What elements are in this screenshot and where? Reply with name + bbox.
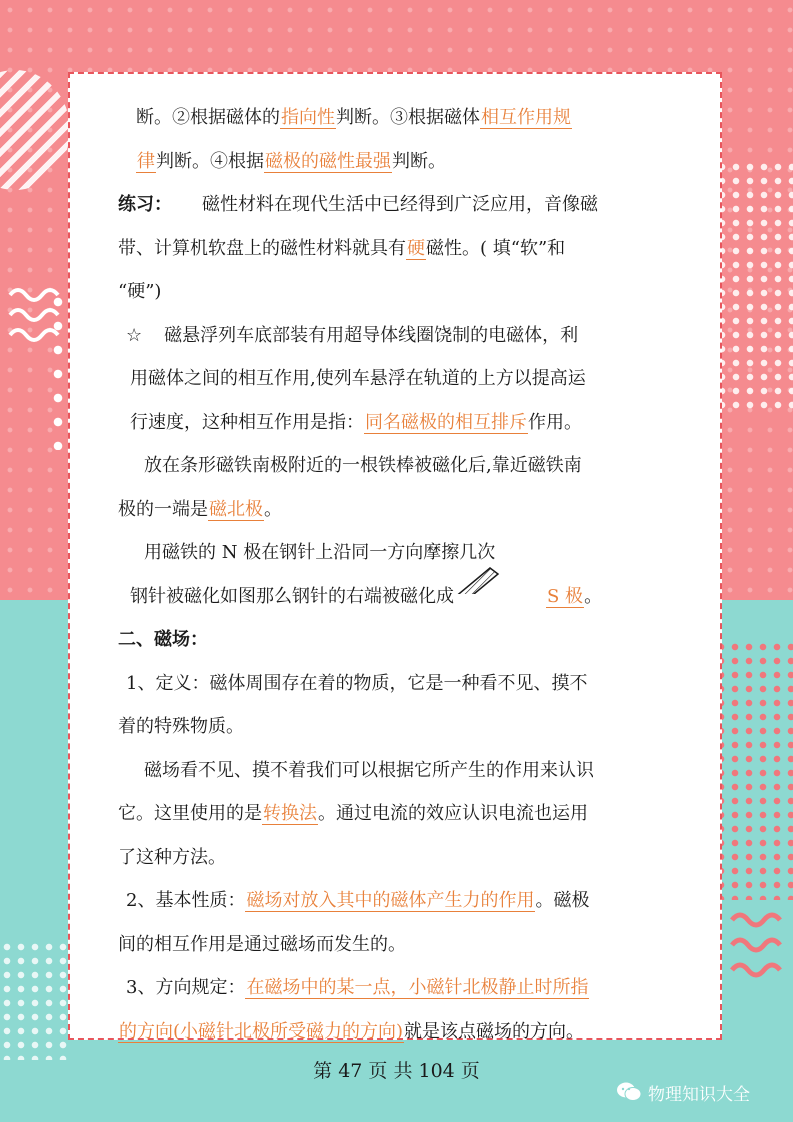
text-line: ☆ 磁悬浮列车底部装有用超导体线圈饶制的电磁体，利	[126, 324, 579, 346]
text-line: 练习： 磁性材料在现代生活中已经得到广泛应用，音像磁	[118, 194, 598, 215]
answer-blank: 转换法	[263, 803, 317, 824]
answer-blank: 硬	[407, 237, 425, 259]
text-line: 磁场看不见、摸不着我们可以根据它所产生的作用来认识	[144, 759, 594, 781]
answer-blank: 磁极的磁性最强	[265, 150, 391, 172]
text-line: 的方向(小磁针北极所受磁力的方向)就是该点磁场的方向。	[119, 1020, 585, 1042]
text-line: 了这种方法。	[118, 846, 226, 868]
answer-blank: 磁场对放入其中的磁体产生力的作用	[246, 890, 535, 911]
brand-name: 物理知识大全	[648, 1084, 750, 1105]
text-line: 用磁铁的 N 极在钢针上沿同一方向摩擦几次	[144, 542, 496, 563]
text-line: 律判断。④根据磁极的磁性最强判断。	[137, 150, 446, 172]
text-line: “硬”)	[118, 281, 162, 302]
answer-blank: 指向性	[281, 107, 335, 128]
star-icon: ☆	[126, 324, 143, 346]
text-line: 3、方向规定：在磁场中的某一点，小磁针北极静止时所指	[126, 977, 589, 998]
page-number: 第 47 页 共 104 页	[313, 1060, 480, 1082]
answer-blank: 的方向(小磁针北极所受磁力的方向)	[119, 1020, 404, 1042]
answer-blank: 律	[137, 150, 155, 172]
answer-blank: 同名磁极的相互排斥	[365, 411, 527, 433]
dots-decoration-bottom-left	[0, 940, 70, 1060]
text-line: 1、定义：磁体周围存在着的物质，它是一种看不见、摸不	[126, 672, 588, 694]
answer-blank: S 极	[547, 585, 584, 607]
text-line: 间的相互作用是通过磁场而发生的。	[118, 933, 406, 955]
wave-decoration-right	[728, 900, 788, 990]
wave-decoration-left	[8, 280, 68, 360]
dots-decoration-right	[715, 160, 793, 410]
document-body	[118, 96, 686, 1053]
text-line: 钢针被磁化如图那么钢针的右端被磁化成 S 极。	[118, 575, 686, 619]
text-line: 用磁体之间的相互作用,使列车悬浮在轨道的上方以提高运	[130, 368, 586, 389]
text-line: 着的特殊物质。	[118, 716, 244, 737]
answer-blank: 相互作用规	[481, 107, 571, 128]
magnet-needle-figure	[454, 578, 546, 608]
answer-blank: 在磁场中的某一点，小磁针北极静止时所指	[246, 977, 589, 998]
text-line: 行速度，这种相互作用是指：同名磁极的相互排斥作用。	[130, 411, 582, 433]
section-heading: 二、磁场：	[118, 629, 208, 650]
brand-watermark	[616, 1078, 750, 1106]
answer-blank: 磁北极	[209, 498, 263, 520]
text-line: 它。这里使用的是转换法。通过电流的效应认识电流也运用	[118, 803, 588, 824]
text-line: 2、基本性质：磁场对放入其中的磁体产生力的作用。磁极	[126, 890, 590, 911]
text-line: 断。②根据磁体的指向性判断。③根据磁体相互作用规	[136, 107, 571, 128]
exercise-label: 练习：	[118, 194, 172, 215]
text-line: 带、计算机软盘上的磁性材料就具有硬磁性。( 填“软”和	[118, 237, 566, 259]
text-line: 放在条形磁铁南极附近的一根铁棒被磁化后,靠近磁铁南	[144, 455, 582, 476]
wechat-icon	[616, 1081, 642, 1103]
text-line: 极的一端是磁北极。	[118, 498, 282, 520]
